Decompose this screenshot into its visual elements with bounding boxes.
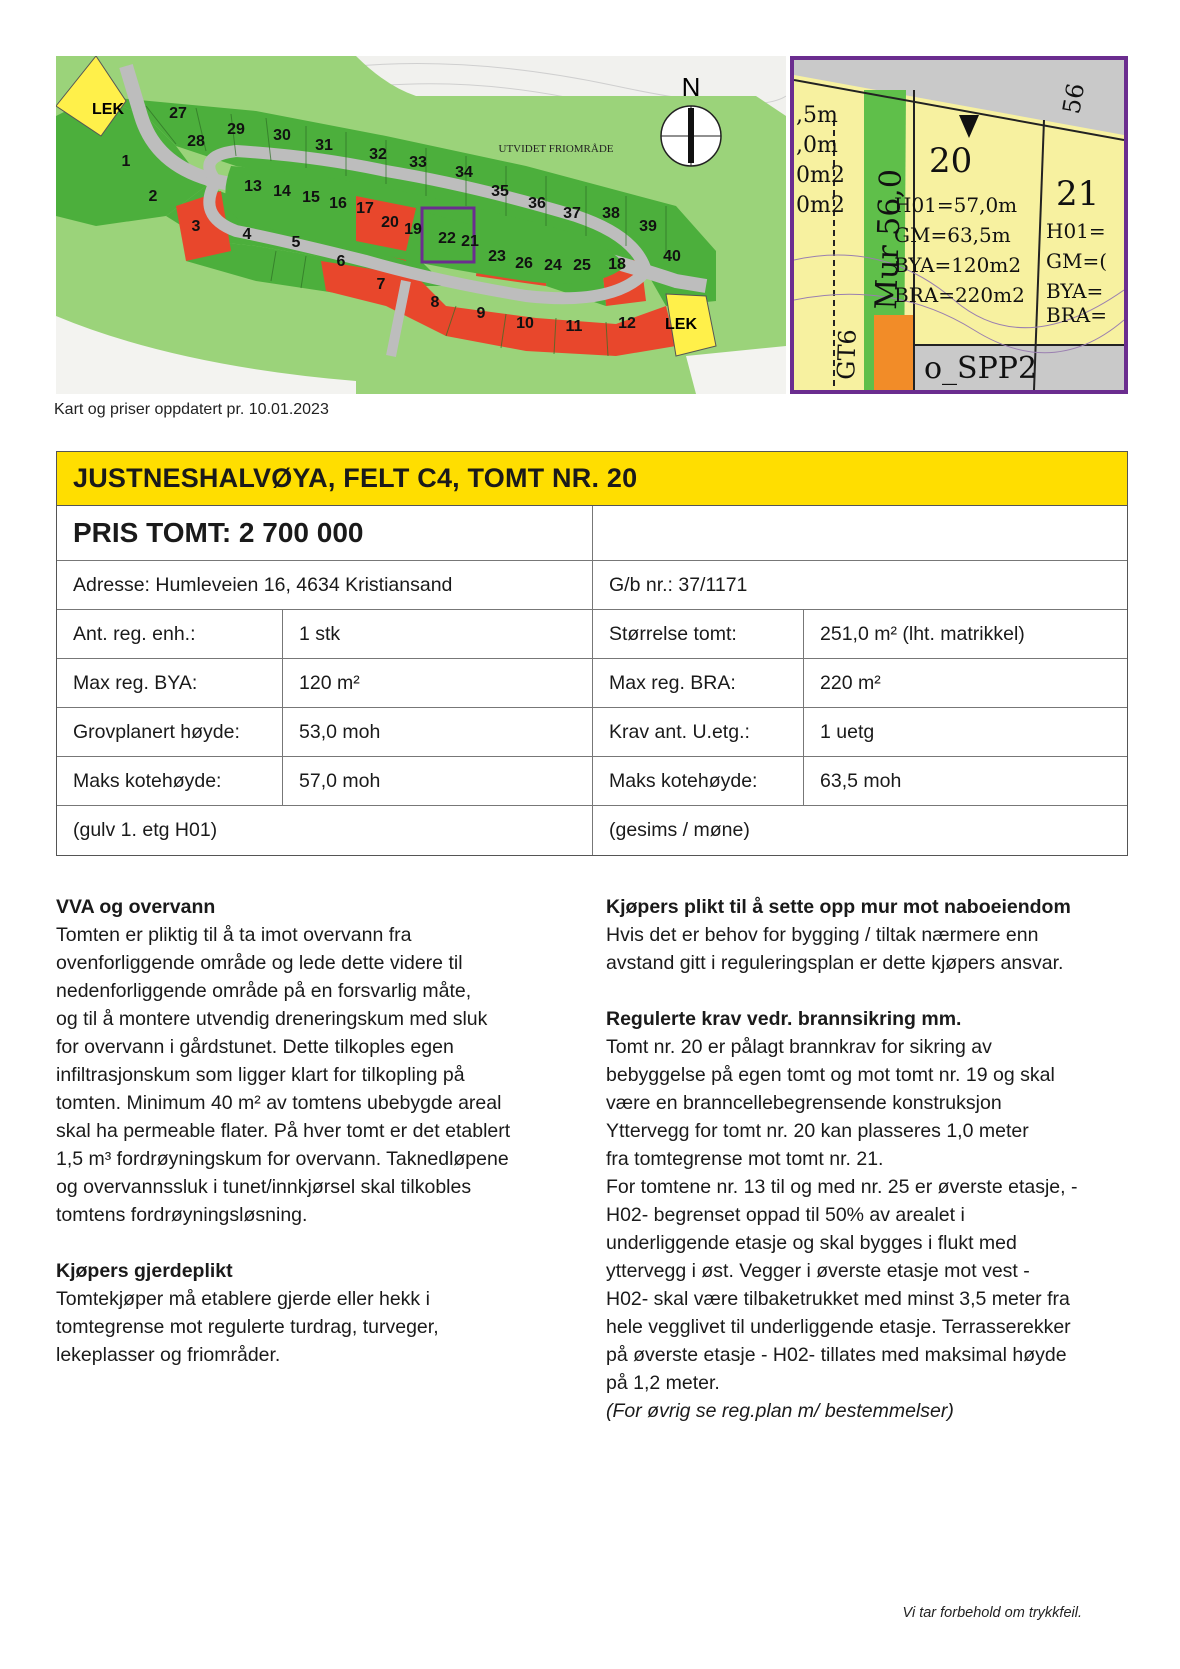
text-line: Hvis det er behov for bygging / tiltak nærmere enn: [606, 924, 1039, 946]
text-line: For tomtene nr. 13 til og med nr. 25 er øverste etasje, -: [606, 1176, 1078, 1198]
row-label: Grovplanert høyde:: [57, 708, 283, 756]
site-plan-svg: [56, 56, 786, 394]
lot-label: 37: [563, 205, 581, 222]
text-line: Yttervegg for tomt nr. 20 kan plasseres 1,0 meter: [606, 1120, 1029, 1142]
table-row: [57, 659, 1127, 708]
gjerde-heading: Kjøpers gjerdeplikt: [56, 1260, 233, 1282]
text-line: yttervegg i øst. Vegger i øverste etasje mot vest -: [606, 1260, 1030, 1282]
lot-label: 20: [381, 214, 399, 231]
text-line: på øverste etasje - H02- tillates med maksimal høyde: [606, 1344, 1067, 1366]
lot-label: 9: [476, 305, 486, 322]
detail-partial-4: 0m2: [796, 193, 845, 218]
lot-label: 38: [602, 205, 620, 222]
row-label: Ant. reg. enh.:: [57, 610, 283, 658]
lot-label: 26: [515, 255, 533, 272]
lot-label: 10: [516, 315, 534, 332]
text-line: tomten. Minimum 40 m² av tomtens ubebygde areal: [56, 1092, 502, 1114]
lek-label-2: LEK: [665, 316, 697, 333]
text-line: infiltrasjonskum som ligger klart for tilkopling på: [56, 1064, 465, 1086]
table-row: [57, 610, 1127, 659]
detail-top-number: 56: [1057, 81, 1091, 117]
lot-label: 18: [608, 256, 626, 273]
lot-label: 27: [169, 105, 187, 122]
lot-label: 25: [573, 257, 591, 274]
lot-label: 11: [565, 318, 583, 335]
detail-right-partial-2: GM=(: [1046, 249, 1108, 273]
north-label: N: [681, 72, 701, 102]
table-row: [57, 757, 1127, 806]
detail-bra: BRA=220m2: [894, 283, 1025, 307]
lot-label: 3: [191, 218, 201, 235]
address-row: [57, 561, 1127, 610]
address: Adresse: Humleveien 16, 4634 Kristiansand: [57, 561, 593, 609]
lot-label: 6: [336, 253, 346, 270]
lot-label: 13: [244, 178, 262, 195]
price-empty-cell: [593, 506, 1127, 560]
lot-label: 7: [376, 276, 386, 293]
text-line: tomtens fordrøyningsløsning.: [56, 1204, 308, 1226]
detail-partial-2: ,0m: [796, 133, 838, 158]
detail-spp-label: o_SPP2: [924, 351, 1038, 386]
row-label: Maks kotehøyde:: [593, 757, 804, 805]
lot-label: 34: [455, 164, 473, 181]
text-line: ovenforliggende område og lede dette videre til: [56, 952, 463, 974]
footer-disclaimer: Vi tar forbehold om trykkfeil.: [902, 1605, 1082, 1621]
row-label: Krav ant. U.etg.:: [593, 708, 804, 756]
lot-label: 40: [663, 248, 681, 265]
text-line: hele vegglivet til underliggende etasje. Terrasserekker: [606, 1316, 1071, 1338]
text-line: underliggende etasje og skal bygges i flukt med: [606, 1232, 1017, 1254]
row-value: 120 m²: [283, 659, 593, 707]
map-caption: Kart og priser oppdatert pr. 10.01.2023: [54, 401, 329, 418]
lot-detail-svg: [794, 60, 1124, 390]
text-line: bebyggelse på egen tomt og mot tomt nr. 19 og skal: [606, 1064, 1055, 1086]
text-line: og overvannssluk i tunet/innkjørsel skal tilkobles: [56, 1176, 472, 1198]
detail-right-partial-3: BYA=: [1046, 279, 1104, 303]
lot-label: 31: [315, 137, 333, 154]
lot-label: 19: [404, 221, 422, 238]
text-line: på 1,2 meter.: [606, 1372, 720, 1394]
lot-label: 29: [227, 121, 245, 138]
lot-label: 30: [273, 127, 291, 144]
row-value: 251,0 m² (lht. matrikkel): [820, 622, 1025, 645]
text-line: nedenforliggende område på en forsvarlig måte,: [56, 980, 472, 1002]
row-label: Størrelse tomt:: [593, 610, 804, 658]
lot-label: 32: [369, 146, 387, 163]
lot-label: 14: [273, 183, 291, 200]
row-value: 53,0 moh: [283, 708, 593, 756]
text-line: tomtegrense mot regulerte turdrag, turveger,: [56, 1316, 439, 1338]
lot-info-table: [56, 451, 1128, 856]
detail-mur-label: Mur 56,0: [869, 168, 909, 311]
lot-label: 15: [302, 189, 320, 206]
right-text-column: [606, 893, 1128, 1425]
lot-label: 33: [409, 154, 427, 171]
price-row: [57, 506, 1127, 561]
detail-gm: GM=63,5m: [894, 223, 1011, 247]
text-line: være en branncellebegrensende konstruksjon: [606, 1092, 1002, 1114]
detail-right-partial-1: H01=: [1046, 219, 1106, 243]
friomrade-label: UTVIDET FRIOMRÅDE: [498, 143, 614, 155]
detail-gt-label: GT6: [832, 328, 862, 381]
detail-h01: H01=57,0m: [894, 193, 1018, 217]
row-value: 1 stk: [283, 610, 593, 658]
text-line: avstand gitt i reguleringsplan er dette kjøpers ansvar.: [606, 952, 1064, 974]
lot-title-bar: [57, 452, 1127, 506]
lot-label: 16: [329, 195, 347, 212]
lot-title: JUSTNESHALVØYA, FELT C4, TOMT NR. 20: [73, 463, 638, 493]
price: PRIS TOMT: 2 700 000: [57, 506, 593, 560]
lot-label: 23: [488, 248, 506, 265]
text-line: H02- skal være tilbaketrukket med minst 3,5 meter fra: [606, 1288, 1070, 1310]
mur-heading: Kjøpers plikt til å sette opp mur mot naboeiendom: [606, 896, 1071, 918]
detail-bya: BYA=120m2: [894, 253, 1022, 277]
note-right: (gesims / møne): [609, 819, 750, 841]
lot-detail-zoom: [790, 56, 1128, 394]
lot-label: 17: [356, 200, 374, 217]
lot-label: 5: [291, 234, 301, 251]
lot-label: 36: [528, 195, 546, 212]
note-left: (gulv 1. etg H01): [57, 806, 593, 855]
text-line: Tomt nr. 20 er pålagt brannkrav for sikring av: [606, 1036, 992, 1058]
lot-label: 1: [121, 153, 131, 170]
lot-label: 39: [639, 218, 657, 235]
detail-right-partial-4: BRA=: [1046, 303, 1107, 327]
site-plan-map: [56, 56, 786, 394]
lot-label: 12: [618, 315, 636, 332]
lot-label: 8: [430, 294, 440, 311]
text-line: 1,5 m³ fordrøyningskum for overvann. Taknedløpene: [56, 1148, 509, 1170]
vva-heading: VVA og overvann: [56, 896, 216, 918]
row-value: 1 uetg: [820, 720, 875, 743]
text-line: og til å montere utvendig dreneringskum med sluk: [56, 1008, 488, 1030]
lot-label: 35: [491, 183, 509, 200]
detail-partial-1: ,5m: [796, 103, 838, 128]
table-row: [57, 708, 1127, 757]
text-line: Tomtekjøper må etablere gjerde eller hekk i: [56, 1288, 430, 1310]
lot-label: 2: [148, 188, 158, 205]
lot-label-20: 22: [438, 230, 456, 247]
lot-label: 21: [461, 233, 479, 250]
lot-label: 24: [544, 257, 562, 274]
row-value: 220 m²: [820, 671, 881, 694]
detail-neighbor-lot: 21: [1056, 174, 1100, 214]
row-value: 57,0 moh: [283, 757, 593, 805]
left-text-column: [56, 893, 576, 1369]
brann-heading: Regulerte krav vedr. brannsikring mm.: [606, 1008, 962, 1030]
notes-row: [57, 806, 1127, 855]
row-label: Max reg. BRA:: [593, 659, 804, 707]
text-line: for overvann i gårdstunet. Dette tilkoples egen: [56, 1036, 454, 1058]
gbnr: G/b nr.: 37/1171: [609, 573, 748, 596]
row-label: Max reg. BYA:: [57, 659, 283, 707]
row-value: 63,5 moh: [820, 769, 902, 792]
lek-label-1: LEK: [92, 101, 124, 118]
detail-lot-number: 20: [929, 141, 973, 181]
text-line: lekeplasser og friområder.: [56, 1344, 281, 1366]
text-line: Tomten er pliktig til å ta imot overvann fra: [56, 924, 412, 946]
text-line: skal ha permeable flater. På hver tomt er det etablert: [56, 1120, 511, 1142]
lot-label: 4: [242, 226, 252, 243]
text-line: H02- begrenset oppad til 50% av arealet i: [606, 1204, 965, 1226]
row-label: Maks kotehøyde:: [57, 757, 283, 805]
text-line: fra tomtegrense mot tomt nr. 21.: [606, 1148, 884, 1170]
detail-partial-3: 0m2: [796, 163, 845, 188]
closing-note: (For øvrig se reg.plan m/ bestemmelser): [606, 1400, 954, 1422]
lot-label: 28: [187, 133, 205, 150]
